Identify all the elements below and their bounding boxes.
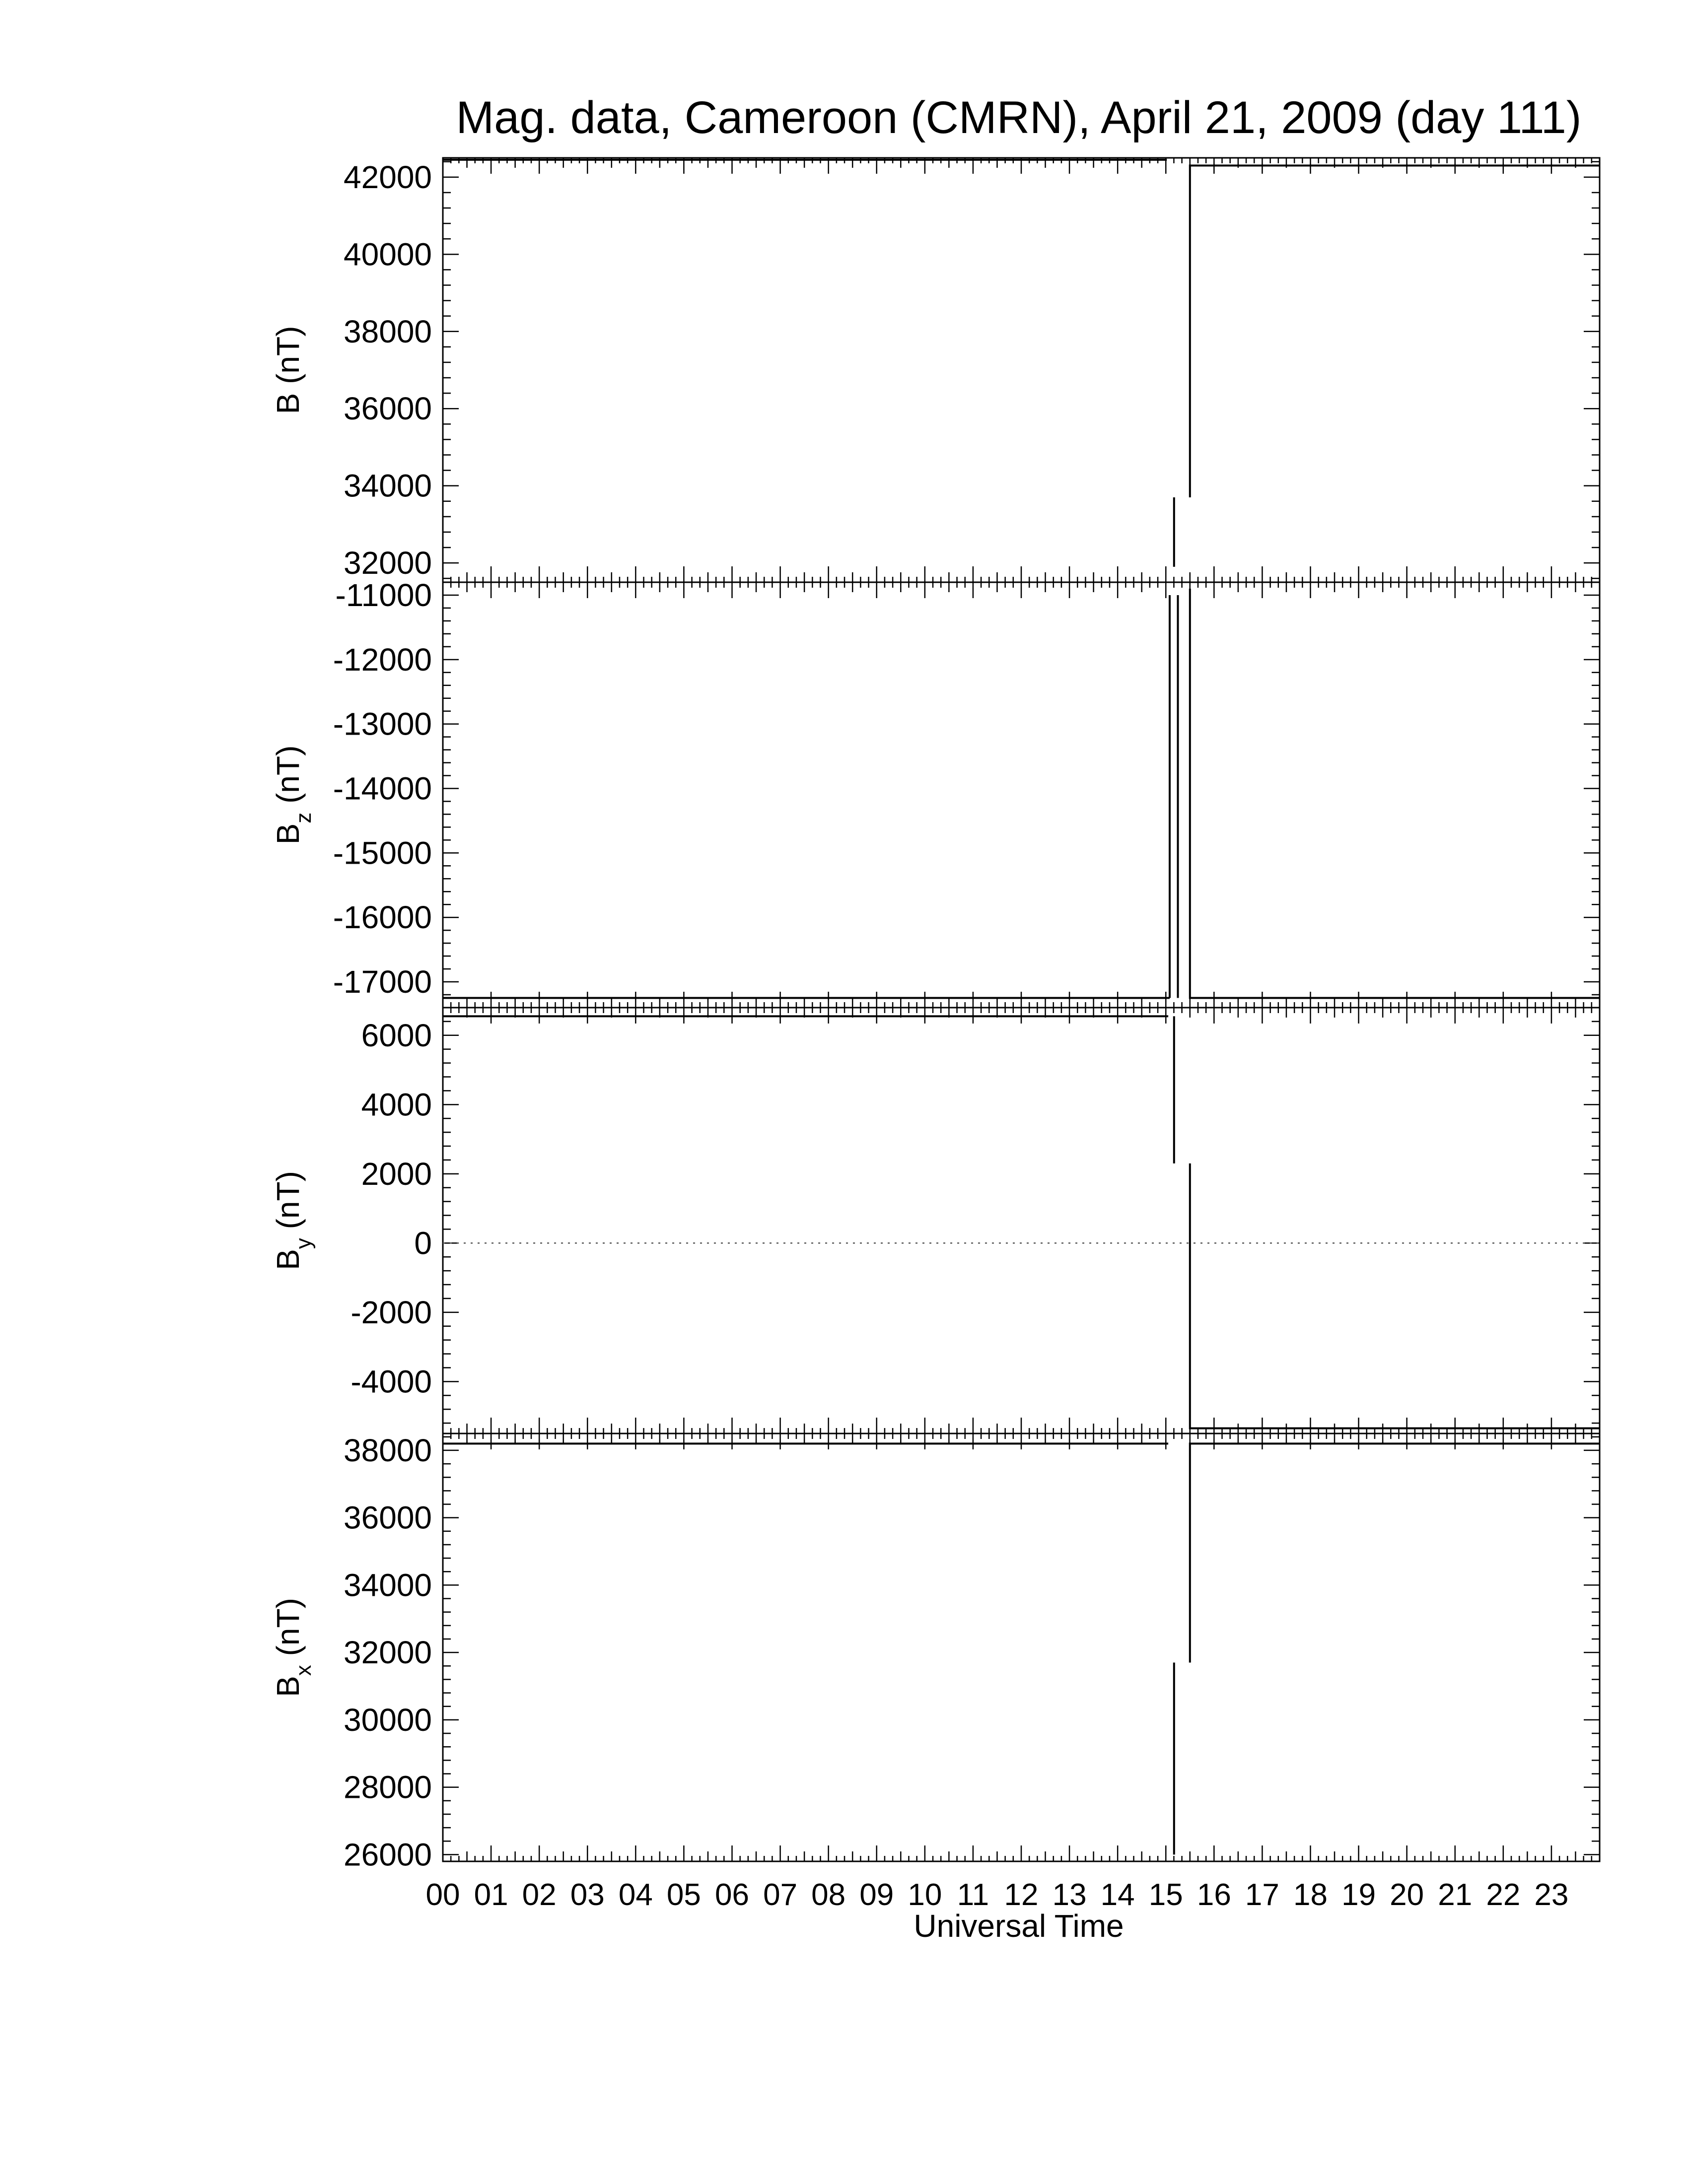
y-tick-label: 38000: [344, 313, 432, 349]
y-tick-label: 34000: [344, 1567, 432, 1603]
y-tick-label: 28000: [344, 1769, 432, 1805]
x-tick-label: 11: [957, 1878, 989, 1912]
x-tick-label: 06: [715, 1878, 749, 1912]
y-axis-label: $B_y$ (nT): [270, 1171, 316, 1270]
y-tick-label: -2000: [351, 1294, 432, 1330]
x-tick-label: 04: [618, 1878, 653, 1912]
y-tick-label: 2000: [361, 1156, 432, 1192]
x-tick-label: 12: [1004, 1878, 1039, 1912]
x-tick-label: 20: [1390, 1878, 1424, 1912]
y-tick-label: 32000: [344, 545, 432, 581]
x-tick-label: 08: [811, 1878, 846, 1912]
x-tick-label: 17: [1245, 1878, 1279, 1912]
x-tick-label: 23: [1534, 1878, 1569, 1912]
y-tick-label: 42000: [344, 159, 432, 195]
x-tick-label: 03: [570, 1878, 605, 1912]
x-tick-label: 00: [425, 1878, 460, 1912]
x-tick-label: 10: [908, 1878, 942, 1912]
x-tick-label: 01: [474, 1878, 508, 1912]
y-tick-label: -15000: [333, 835, 432, 871]
x-tick-label: 15: [1148, 1878, 1183, 1912]
x-tick-label: 14: [1100, 1878, 1135, 1912]
y-tick-label: 40000: [344, 236, 432, 273]
y-tick-label: 36000: [344, 391, 432, 427]
y-tick-label: 38000: [344, 1432, 432, 1468]
x-axis-label: Universal Time: [914, 1908, 1124, 1944]
x-tick-label: 09: [859, 1878, 894, 1912]
y-axis-label: B (nT): [270, 326, 306, 414]
y-tick-label: 36000: [344, 1500, 432, 1536]
y-tick-label: 32000: [344, 1635, 432, 1671]
x-tick-label: 05: [666, 1878, 701, 1912]
y-tick-label: -16000: [333, 899, 432, 936]
y-tick-label: -4000: [351, 1364, 432, 1400]
y-tick-label: 34000: [344, 468, 432, 504]
y-tick-label: 26000: [344, 1837, 432, 1873]
y-tick-label: 30000: [344, 1702, 432, 1738]
y-tick-label: -14000: [333, 770, 432, 807]
y-tick-label: 0: [414, 1225, 432, 1261]
y-axis-label: $B_x$ (nT): [270, 1598, 316, 1697]
x-tick-label: 18: [1293, 1878, 1328, 1912]
y-tick-label: -17000: [333, 964, 432, 1000]
y-tick-label: -13000: [333, 706, 432, 742]
chart-title: Mag. data, Cameroon (CMRN), April 21, 2009 (day 111): [456, 92, 1582, 143]
y-axis-label: $B_z$ (nT): [270, 745, 316, 845]
x-tick-label: 16: [1196, 1878, 1231, 1912]
x-tick-label: 21: [1438, 1878, 1473, 1912]
x-tick-label: 07: [763, 1878, 798, 1912]
y-tick-label: 4000: [361, 1087, 432, 1123]
x-tick-label: 02: [522, 1878, 557, 1912]
x-tick-label: 22: [1486, 1878, 1521, 1912]
y-tick-label: 6000: [361, 1017, 432, 1053]
y-tick-label: -11000: [335, 577, 432, 613]
x-tick-label: 19: [1341, 1878, 1376, 1912]
y-tick-label: -12000: [333, 641, 432, 678]
x-tick-label: 13: [1052, 1878, 1087, 1912]
